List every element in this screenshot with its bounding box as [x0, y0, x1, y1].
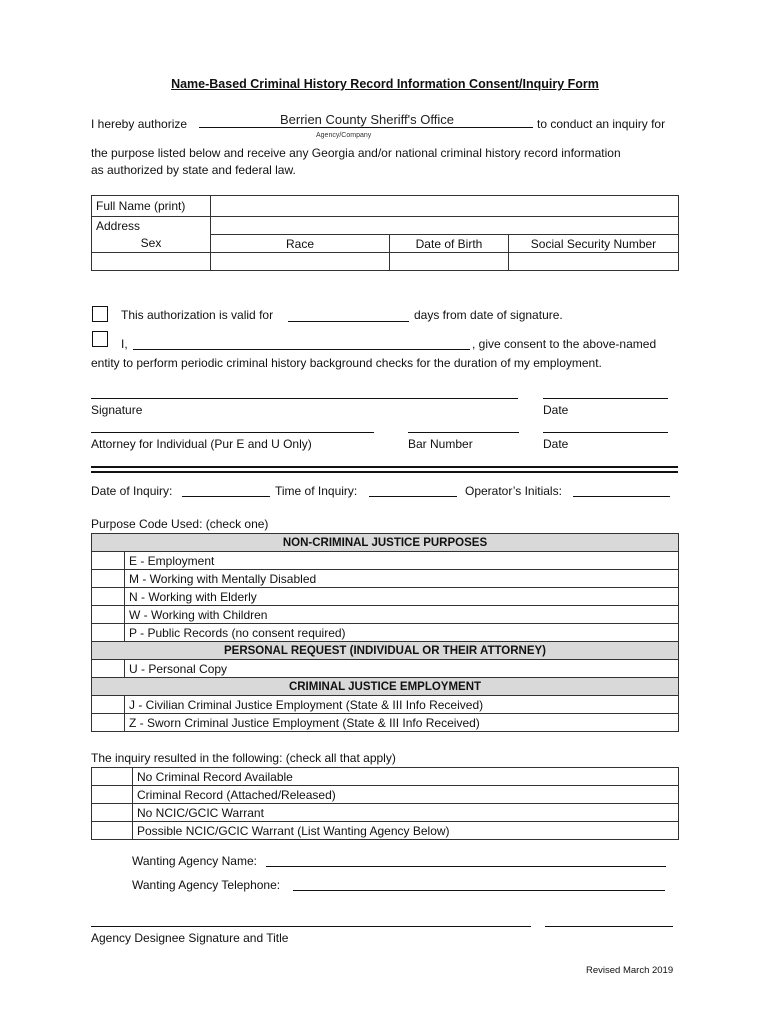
inquiry-time-label: Time of Inquiry:: [275, 484, 358, 498]
full-name-field[interactable]: [211, 196, 679, 217]
revised-note: Revised March 2019: [586, 965, 674, 976]
purpose-item: M - Working with Mentally Disabled: [125, 570, 679, 588]
consent-suffix: , give consent to the above-named: [472, 337, 657, 351]
agency-caption: Agency/Company: [316, 132, 372, 139]
bar-number-label: Bar Number: [408, 437, 473, 451]
purpose-item: Z - Sworn Criminal Justice Employment (State & III Info Received): [125, 714, 679, 732]
inquiry-time-field[interactable]: [369, 484, 457, 497]
wanting-name-label: Wanting Agency Name:: [132, 854, 257, 868]
purpose-item: U - Personal Copy: [125, 660, 679, 678]
designee-label: Agency Designee Signature and Title: [91, 931, 289, 945]
signature-date-field[interactable]: [543, 386, 668, 399]
divider: [91, 466, 678, 468]
signature-field[interactable]: [91, 386, 518, 399]
purpose-checkbox-z[interactable]: [92, 714, 125, 732]
authorize-line2: the purpose listed below and receive any Georgia and/or national criminal history record information: [91, 146, 621, 160]
inquiry-date-field[interactable]: [182, 484, 270, 497]
purpose-item: N - Working with Elderly: [125, 588, 679, 606]
dob-field[interactable]: [390, 253, 509, 271]
result-checkbox[interactable]: [92, 822, 133, 840]
purpose-section-header: PERSONAL REQUEST (INDIVIDUAL OR THEIR ATTORNEY): [92, 642, 679, 660]
results-heading: The inquiry resulted in the following: (check all that apply): [91, 751, 396, 765]
purpose-checkbox-n[interactable]: [92, 588, 125, 606]
consent-checkbox[interactable]: [92, 331, 108, 347]
designee-date-field[interactable]: [545, 914, 673, 927]
wanting-phone-field[interactable]: [293, 878, 665, 891]
purpose-checkbox-m[interactable]: [92, 570, 125, 588]
designee-signature-field[interactable]: [91, 914, 531, 927]
agency-value: Berrien County Sheriff's Office: [280, 112, 454, 127]
attorney-label: Attorney for Individual (Pur E and U Only): [91, 437, 312, 451]
consent-name-field[interactable]: [133, 337, 470, 350]
purpose-section-header: NON-CRIMINAL JUSTICE PURPOSES: [92, 534, 679, 552]
wanting-name-field[interactable]: [266, 854, 666, 867]
results-table: [91, 767, 679, 840]
sex-label: Sex: [92, 235, 211, 253]
sex-field[interactable]: [92, 253, 211, 271]
race-label: Race: [211, 235, 390, 253]
attorney-date-field[interactable]: [543, 420, 668, 433]
bar-number-field[interactable]: [408, 420, 519, 433]
result-checkbox[interactable]: [92, 768, 133, 786]
purpose-checkbox-e[interactable]: [92, 552, 125, 570]
divider: [91, 471, 678, 473]
purpose-table: [91, 533, 679, 732]
purpose-item: W - Working with Children: [125, 606, 679, 624]
full-name-label: Full Name (print): [92, 196, 211, 217]
purpose-checkbox-w[interactable]: [92, 606, 125, 624]
authorize-suffix: to conduct an inquiry for: [537, 117, 666, 131]
form-title: Name-Based Criminal History Record Information Consent/Inquiry Form: [171, 77, 599, 91]
result-checkbox[interactable]: [92, 804, 133, 822]
valid-prefix: This authorization is valid for: [121, 308, 274, 322]
valid-suffix: days from date of signature.: [414, 308, 563, 322]
attorney-date-label: Date: [543, 437, 569, 451]
authorize-line3: as authorized by state and federal law.: [91, 163, 296, 177]
signature-date-label: Date: [543, 403, 569, 417]
consent-prefix: I,: [121, 337, 128, 351]
purpose-item: J - Civilian Criminal Justice Employment (State & III Info Received): [125, 696, 679, 714]
purpose-section-header: CRIMINAL JUSTICE EMPLOYMENT: [92, 678, 679, 696]
operator-field[interactable]: [573, 484, 670, 497]
purpose-item: E - Employment: [125, 552, 679, 570]
purpose-item: P - Public Records (no consent required): [125, 624, 679, 642]
signature-label: Signature: [91, 403, 143, 417]
purpose-checkbox-u[interactable]: [92, 660, 125, 678]
ssn-label: Social Security Number: [509, 235, 679, 253]
person-table: [91, 195, 679, 271]
inquiry-date-label: Date of Inquiry:: [91, 484, 173, 498]
race-field[interactable]: [211, 253, 390, 271]
purpose-checkbox-j[interactable]: [92, 696, 125, 714]
result-checkbox[interactable]: [92, 786, 133, 804]
result-item: Possible NCIC/GCIC Warrant (List Wanting Agency Below): [133, 822, 679, 840]
valid-days-checkbox[interactable]: [92, 306, 108, 322]
attorney-field[interactable]: [91, 420, 374, 433]
address-label: Address: [92, 217, 211, 235]
result-item: No Criminal Record Available: [133, 768, 679, 786]
purpose-heading: Purpose Code Used: (check one): [91, 517, 269, 531]
valid-days-field[interactable]: [288, 309, 409, 322]
address-field[interactable]: [211, 217, 679, 235]
consent-line2: entity to perform periodic criminal history background checks for the duration of my employment.: [91, 356, 602, 370]
ssn-field[interactable]: [509, 253, 679, 271]
dob-label: Date of Birth: [390, 235, 509, 253]
authorize-prefix: I hereby authorize: [91, 117, 188, 131]
purpose-checkbox-p[interactable]: [92, 624, 125, 642]
result-item: No NCIC/GCIC Warrant: [133, 804, 679, 822]
wanting-phone-label: Wanting Agency Telephone:: [132, 878, 281, 892]
result-item: Criminal Record (Attached/Released): [133, 786, 679, 804]
operator-label: Operator’s Initials:: [465, 484, 562, 498]
